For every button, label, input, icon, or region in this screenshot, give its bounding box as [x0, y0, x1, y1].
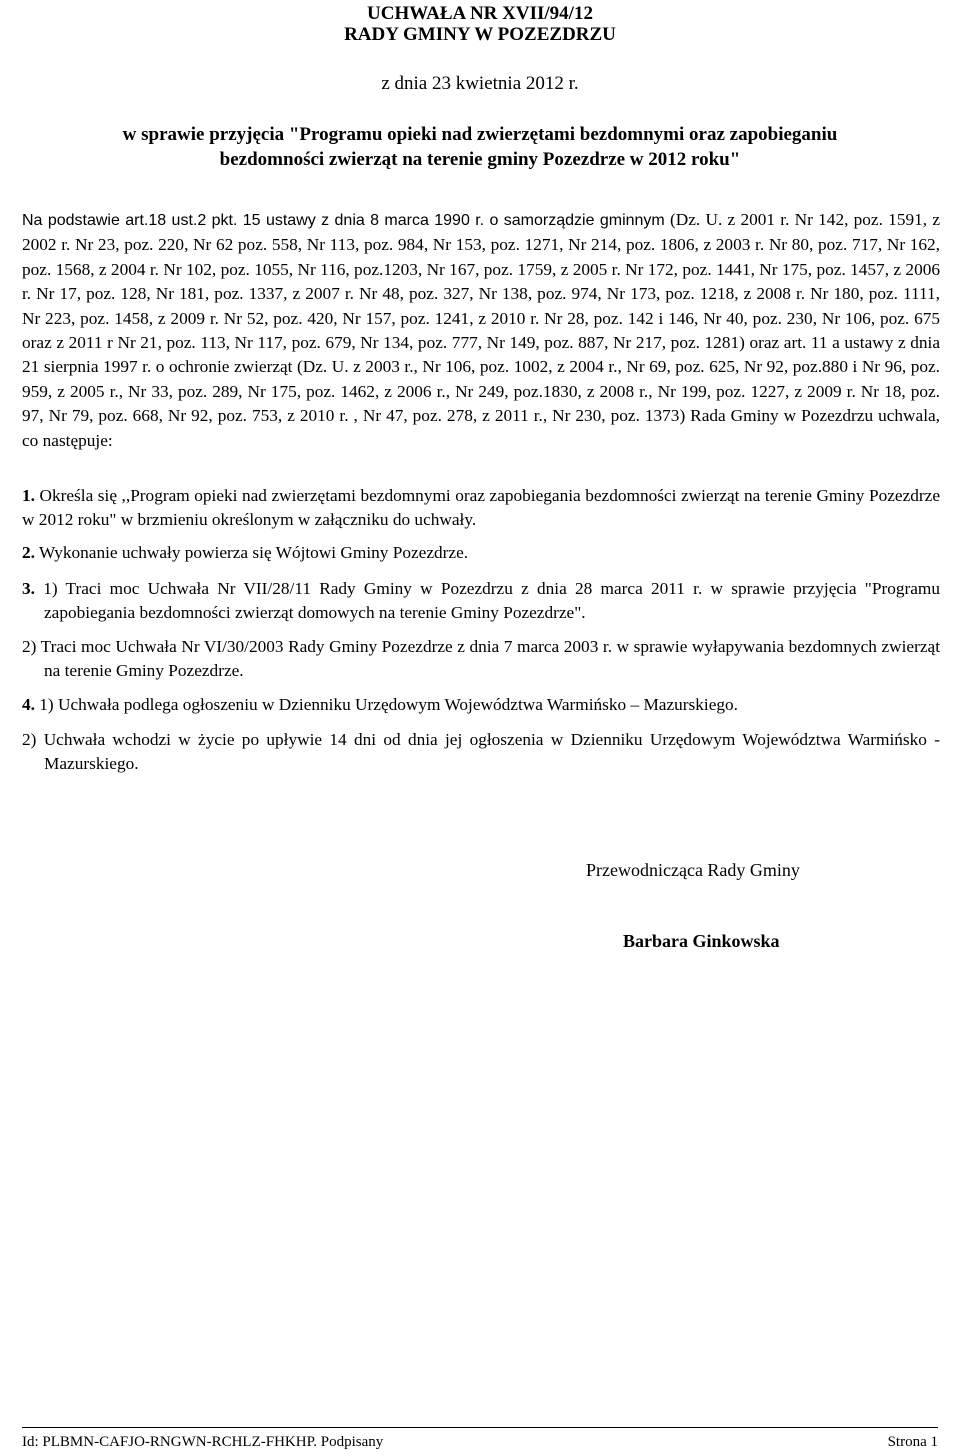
resolution-subject: w sprawie przyjęcia "Programu opieki nad zwierzętami bezdomnymi oraz zapobieganiu bezdomności zwierząt na terenie gminy Pozezdrze w 2012 roku" [122, 124, 838, 170]
signature-name: Barbara Ginkowska [623, 931, 780, 951]
resolution-date: z dnia 23 kwietnia 2012 r. [381, 73, 579, 94]
section-text: Wykonanie uchwały powierza się Wójtowi Gminy Pozezdrze. [34, 543, 469, 562]
section-text: 1) Uchwała podlega ogłoszeniu w Dzienniku Urzędowym Województwa Warmińsko – Mazurskiego. [34, 695, 738, 714]
legal-basis-rest: (Dz. U. z 2001 r. Nr 142, poz. 1591, z 2002 r. Nr 23, poz. 220, Nr 62 poz. 558, Nr 113, poz. 984, Nr 153, poz. 1271, Nr 214, poz. 1806, z 2003 r. Nr 80, poz. 717, Nr 162, poz. 1568, z 2004 r. Nr 102, poz. 1055, Nr 116, poz.1203, Nr 167, poz. 1759, z 2005 r. Nr 172, poz. 1441, Nr 175, poz. 1457, z 2006 r. Nr 17, poz. 128, Nr 181, poz. 1337, z 2007 r. Nr 48, poz. 327, Nr 138, poz. 974, Nr 173, poz. 1218, z 2008 r. Nr 180, poz. 1111, Nr 223, poz. 1458, z 2009 r. Nr 52, poz. 420, Nr 157, poz. 1241, z 2010 r. Nr 28, poz. 142 i 146, Nr 40, poz. 230, Nr 106, poz. 675 oraz z 2011 r Nr 21, poz. 113, Nr 117, poz. 679, Nr 134, poz. 777, Nr 149, poz. 887, Nr 217, poz. 1281) oraz art. 11 a ustawy z dnia 21 sierpnia 1997 r. o ochronie zwierząt (Dz. U. z 2003 r., Nr 106, poz. 1002, z 2004 r., Nr 69, poz. 625, Nr 92, poz.880 i Nr 96, poz. 959, z 2005 r., Nr 33, poz. 289, Nr 175, poz. 1462, z 2006 r., Nr 249, poz.1830, z 2008 r., Nr 199, poz. 1227, z 2009 r. Nr 18, poz. 97, Nr 79, poz. 668, Nr 92, poz. 753, z 2010 r. , Nr 47, poz. 278, z 2011 r., Nr 230, poz. 1373) Rada Gminy w Pozezdrzu uchwala, co następuje: [22, 210, 940, 450]
footer-divider [22, 1427, 938, 1428]
section-2 [22, 541, 940, 565]
section-text: Określa się ,,Program opieki nad zwierzętami bezdomnymi oraz zapobiegania bezdomności zwierząt na terenie Gminy Pozezdrze w 2012 roku" w brzmieniu określonym w załączniku do uchwały. [22, 486, 940, 530]
section-number: 2. [22, 543, 35, 562]
page-number: Strona 1 [887, 1434, 938, 1450]
council-name: RADY GMINY W POZEZDRZU [344, 24, 616, 45]
section-3 [22, 577, 940, 626]
section-4-point-2: 2) Uchwała wchodzi w życie po upływie 14 dni od dnia jej ogłoszenia w Dzienniku Urzędowym Województwa Warmińsko - Mazurskiego. [22, 730, 940, 774]
section-number: 3. [22, 579, 35, 598]
section-4 [22, 693, 940, 717]
legal-basis-lead: Na podstawie art.18 ust.2 pkt. 15 ustawy z dnia 8 marca 1990 r. o samorządzie gminnym [22, 212, 665, 229]
section-number: 4. [22, 695, 35, 714]
legal-basis [22, 208, 940, 453]
document-id: Id: PLBMN-CAFJO-RNGWN-RCHLZ-FHKHP. Podpisany [22, 1434, 384, 1450]
section-1 [22, 484, 940, 533]
section-number: 1. [22, 486, 35, 505]
section-text: 1) Traci moc Uchwała Nr VII/28/11 Rady Gminy w Pozezdrzu z dnia 28 marca 2011 r. w sprawie przyjęcia "Programu zapobiegania bezdomności zwierząt domowych na terenie Gminy Pozezdrze". [34, 579, 940, 623]
section-3-point-2: 2) Traci moc Uchwała Nr VI/30/2003 Rady Gminy Pozezdrze z dnia 7 marca 2003 r. w sprawie wyłapywania bezdomnych zwierząt na terenie Gminy Pozezdrze. [22, 637, 940, 681]
signature-role: Przewodnicząca Rady Gminy [586, 860, 800, 880]
resolution-number: UCHWAŁA NR XVII/94/12 [367, 3, 593, 24]
